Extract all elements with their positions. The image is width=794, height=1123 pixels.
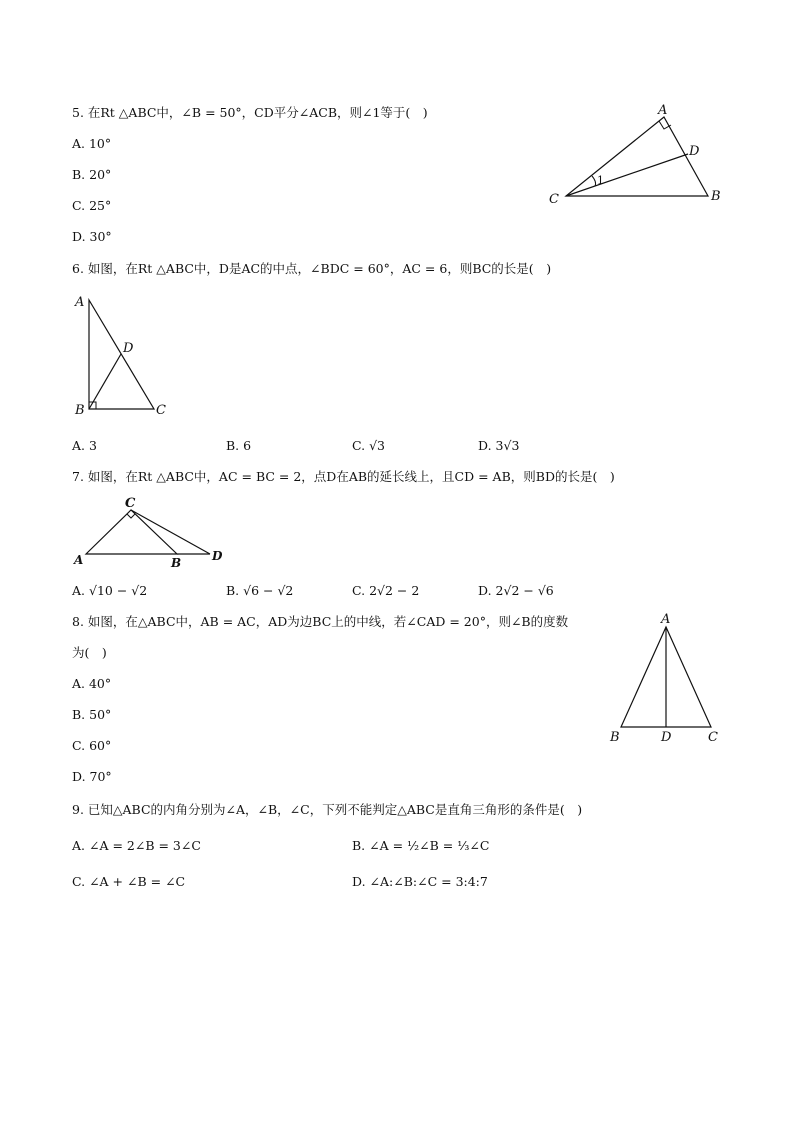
q9-option-a[interactable]: A. ∠A = 2∠B = 3∠C	[72, 838, 201, 853]
q9-option-d[interactable]: D. ∠A:∠B:∠C = 3:4:7	[352, 874, 488, 889]
q7-label-d: D	[212, 549, 223, 563]
q5-bisector-cd	[566, 154, 688, 196]
q6-label-a: A	[75, 295, 85, 310]
q5-triangle	[566, 117, 708, 196]
q6-stem: 6. 如图，在Rt △ABC中，D是AC的中点，∠BDC = 60°，AC = 6，则BC的长是( )	[72, 261, 552, 276]
q7-option-b[interactable]: B. √6 − √2	[226, 583, 294, 598]
q7-triangle-abc	[86, 510, 177, 554]
q5-label-b: B	[711, 189, 721, 204]
q7-stem: 7. 如图，在Rt △ABC中，AC = BC = 2，点D在AB的延长线上，且CD = AB，则BD的长是( )	[72, 469, 615, 484]
q5-right-angle-mark	[659, 121, 671, 129]
q6-label-d: D	[123, 341, 134, 356]
q5-label-c: C	[549, 192, 559, 207]
q6-option-c[interactable]: C. √3	[352, 438, 385, 453]
q8-label-c: C	[708, 730, 718, 745]
q8-label-d: D	[661, 730, 672, 745]
q5-label-d: D	[689, 144, 700, 159]
q9-option-b[interactable]: B. ∠A = ½∠B = ⅓∠C	[352, 838, 490, 853]
q6-option-d[interactable]: D. 3√3	[478, 438, 520, 453]
q6-label-b: B	[75, 403, 85, 418]
q7-option-d[interactable]: D. 2√2 − √6	[478, 583, 554, 598]
q5-stem: 5. 在Rt △ABC中，∠B = 50°，CD平分∠ACB，则∠1等于( )	[72, 105, 428, 120]
q7-right-angle-mark	[127, 514, 135, 518]
q7-label-b: B	[171, 556, 182, 570]
q5-option-c[interactable]: C. 25°	[72, 198, 112, 213]
q8-option-b[interactable]: B. 50°	[72, 707, 112, 722]
q5-figure	[540, 100, 730, 210]
q7-figure	[70, 492, 230, 572]
q8-stem-line1: 8. 如图，在△ABC中，AB = AC，AD为边BC上的中线，若∠CAD = 20°，则∠B的度数	[72, 614, 569, 629]
q6-option-b[interactable]: B. 6	[226, 438, 252, 453]
q8-label-b: B	[610, 730, 620, 745]
q8-option-c[interactable]: C. 60°	[72, 738, 112, 753]
q8-stem-line2: 为( )	[72, 645, 107, 660]
q8-figure	[604, 610, 734, 750]
q7-label-c: C	[125, 496, 136, 511]
q7-option-c[interactable]: C. 2√2 − 2	[352, 583, 420, 598]
q6-option-a[interactable]: A. 3	[72, 438, 97, 453]
q5-option-a[interactable]: A. 10°	[72, 136, 112, 151]
q5-label-a: A	[658, 103, 668, 118]
q8-option-a[interactable]: A. 40°	[72, 676, 112, 691]
q7-label-a: A	[74, 553, 84, 567]
q9-stem: 9. 已知△ABC的内角分别为∠A，∠B，∠C，下列不能判定△ABC是直角三角形的条件是( )	[72, 802, 583, 817]
q6-figure	[70, 288, 180, 418]
q5-option-d[interactable]: D. 30°	[72, 229, 112, 244]
q5-option-b[interactable]: B. 20°	[72, 167, 112, 182]
q9-option-c[interactable]: C. ∠A + ∠B = ∠C	[72, 874, 186, 889]
q8-label-a: A	[661, 612, 671, 627]
q6-median-bd	[89, 354, 121, 409]
q5-angle-arc	[592, 176, 596, 186]
q5-label-angle: 1	[597, 174, 604, 187]
q7-option-a[interactable]: A. √10 − √2	[72, 583, 148, 598]
q6-label-c: C	[156, 403, 166, 418]
q8-option-d[interactable]: D. 70°	[72, 769, 112, 784]
